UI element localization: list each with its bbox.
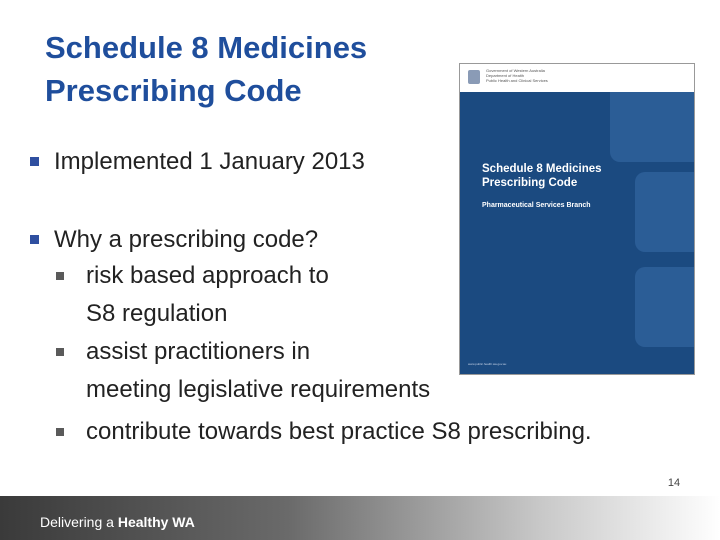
cover-header-line: Government of Western Australia xyxy=(486,68,545,73)
cover-body xyxy=(460,92,694,374)
sub-bullet-text: contribute towards best practice S8 prescribing. xyxy=(86,418,592,445)
page-number: 14 xyxy=(667,477,681,489)
bullet-marker-icon xyxy=(30,157,39,166)
cover-decor-shape xyxy=(635,267,694,347)
sub-bullet-line: S8 regulation xyxy=(86,300,228,327)
cover-decor-shape xyxy=(635,172,694,252)
footer-brand-bold: Healthy WA xyxy=(117,514,195,530)
cover-footer-text: www.public.health.wa.gov.au xyxy=(468,362,507,366)
cover-header-line: Public Health and Clinical Services xyxy=(486,78,548,83)
sub-bullet-marker-icon xyxy=(56,272,64,280)
cover-header-text xyxy=(486,68,548,83)
cover-title-line: Schedule 8 Medicines xyxy=(482,163,602,175)
crest-icon xyxy=(468,70,480,84)
document-cover-image xyxy=(460,64,694,374)
footer-bar xyxy=(0,496,720,540)
bullet-text: Implemented 1 January 2013 xyxy=(54,148,365,175)
footer-brand xyxy=(40,514,195,530)
sub-bullet-line: assist practitioners in xyxy=(86,338,311,365)
sub-bullet-line: meeting legislative requirements xyxy=(86,376,431,403)
sub-bullet-marker-icon xyxy=(56,348,64,356)
cover-title xyxy=(482,162,602,190)
sub-bullet-text xyxy=(86,333,430,409)
slide-title-line-1: Schedule 8 Medicines xyxy=(45,30,368,65)
sub-bullet-text xyxy=(86,257,329,333)
sub-bullet-line: risk based approach to xyxy=(86,262,329,289)
cover-decor-shape xyxy=(610,92,694,162)
cover-header xyxy=(460,64,694,92)
slide-title-line-2: Prescribing Code xyxy=(45,73,302,108)
bullet-marker-icon xyxy=(30,235,39,244)
slide-title xyxy=(45,26,445,112)
sub-bullet-marker-icon xyxy=(56,428,64,436)
cover-title-line: Prescribing Code xyxy=(482,177,578,189)
cover-subtitle: Pharmaceutical Services Branch xyxy=(482,202,591,209)
footer-brand-prefix: Delivering a xyxy=(40,514,118,530)
bullet-text: Why a prescribing code? xyxy=(54,226,319,253)
cover-header-line: Department of Health xyxy=(486,73,525,78)
